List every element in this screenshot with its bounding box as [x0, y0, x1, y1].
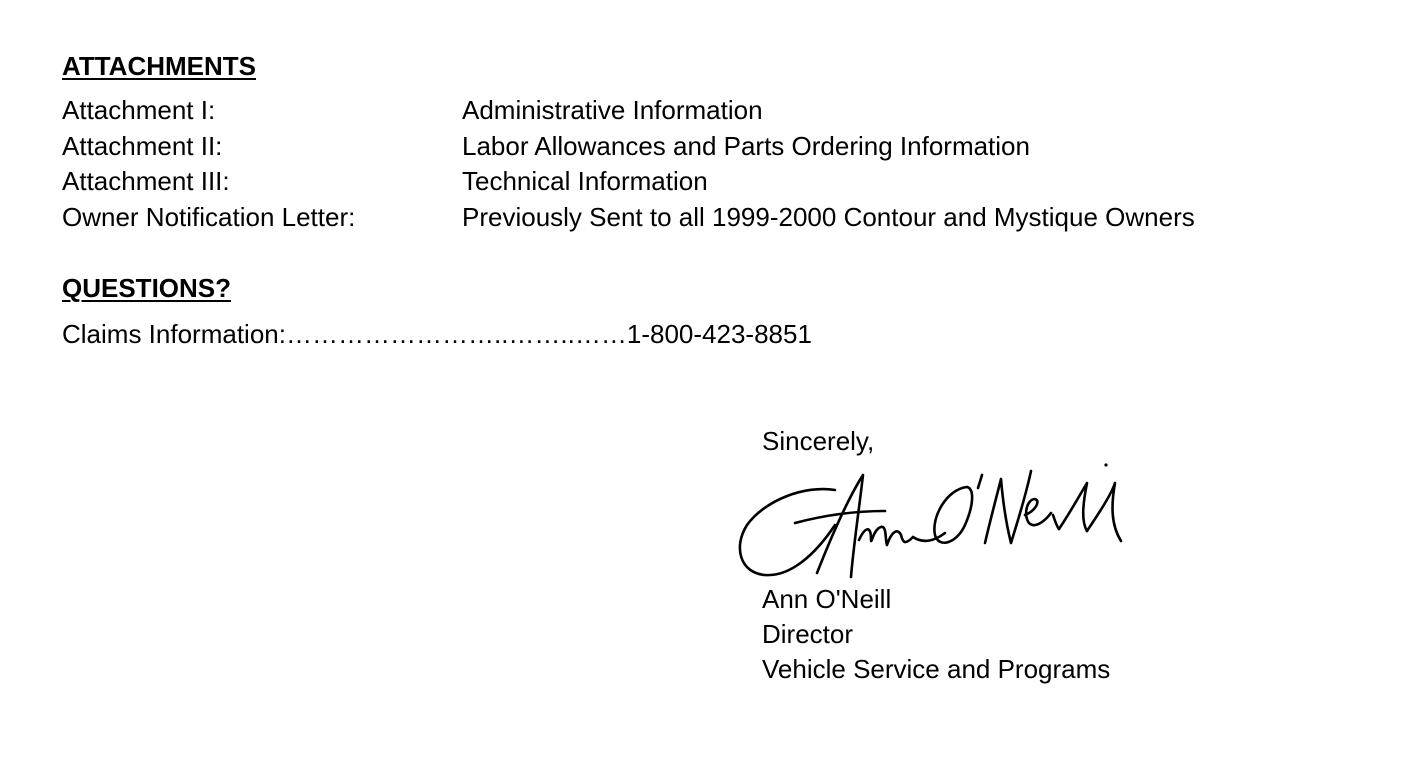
attachments-list [62, 93, 1362, 235]
attachment-row [62, 200, 1362, 236]
signer-title: Director [762, 619, 854, 649]
signer-name: Ann O'Neill [762, 584, 892, 614]
attachments-heading: ATTACHMENTS [62, 51, 257, 81]
claims-phone-number: 1-800-423-8851 [626, 319, 812, 349]
handwritten-signature [735, 455, 1135, 585]
closing: Sincerely, [762, 426, 875, 456]
dot-leader: ……………………..……..…… [285, 319, 627, 349]
attachment-row [62, 164, 1362, 200]
attachment-label: Attachment III: [62, 166, 230, 196]
attachment-description: Previously Sent to all 1999-2000 Contour and Mystique Owners [462, 201, 1195, 232]
attachment-description: Labor Allowances and Parts Ordering Information [462, 130, 1030, 161]
claims-label: Claims Information: [62, 319, 286, 349]
signer-department: Vehicle Service and Programs [762, 654, 1111, 684]
attachment-description: Administrative Information [462, 95, 763, 125]
attachment-description: Technical Information [462, 166, 708, 196]
attachment-row [62, 129, 1362, 165]
attachment-label: Attachment II: [62, 130, 223, 161]
attachment-label: Owner Notification Letter: [62, 201, 356, 232]
attachment-label: Attachment I: [62, 95, 216, 125]
attachment-row [62, 93, 1362, 129]
questions-heading: QUESTIONS? [62, 273, 232, 303]
claims-info-line [62, 317, 812, 352]
